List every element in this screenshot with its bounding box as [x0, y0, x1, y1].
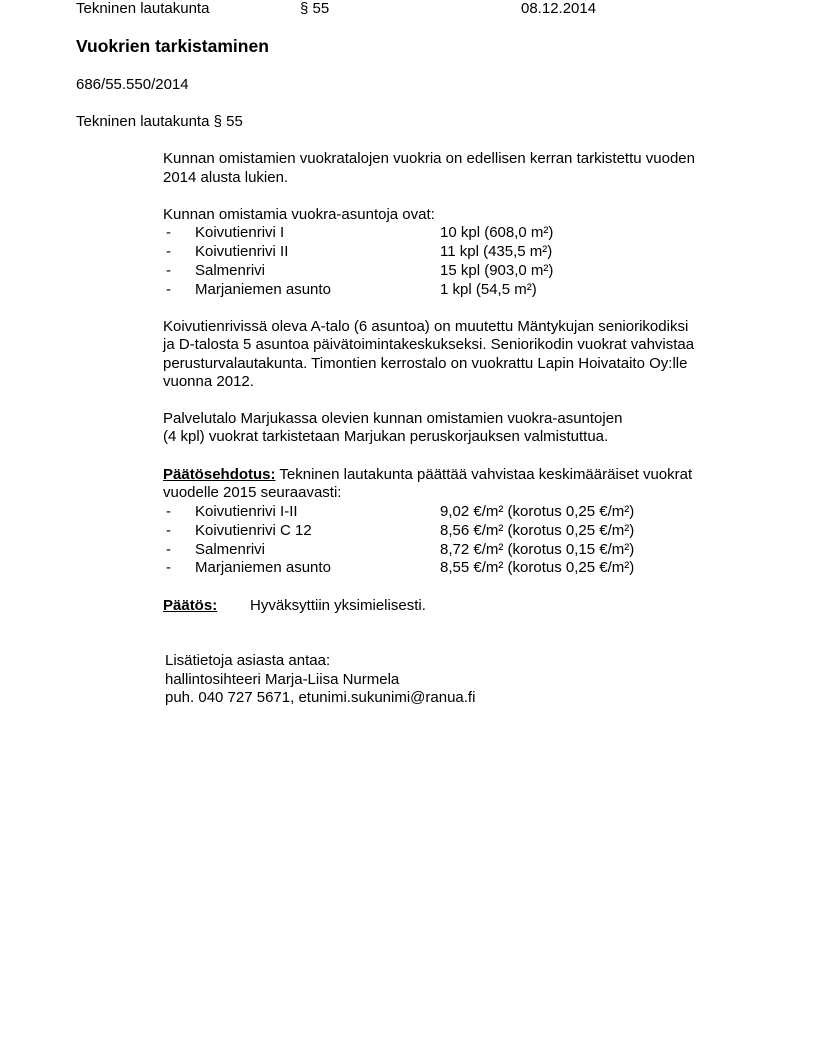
page-title: Vuokrien tarkistaminen [76, 36, 269, 56]
contact-line: Lisätietoja asiasta antaa: [165, 652, 331, 669]
contact-line: hallintosihteeri Marja-Liisa Nurmela [165, 671, 400, 688]
para3-line: Palvelutalo Marjukassa olevien kunnan omistamien vuokra-asuntojen [163, 410, 623, 427]
para1-line: Kunnan omistamien vuokratalojen vuokria on edellisen kerran tarkistettu vuoden [163, 150, 695, 167]
list-item-name: Koivutienrivi I [195, 224, 285, 241]
contact-line: puh. 040 727 5671, etunimi.sukunimi@ranua.fi [165, 689, 476, 706]
header-section: § 55 [300, 0, 330, 17]
list-item-name: Salmenrivi [195, 262, 266, 279]
list-item-value: 11 kpl (435,5 m²) [440, 243, 553, 260]
list-dash: - [166, 262, 171, 279]
list-item-value: 8,55 €/m² (korotus 0,25 €/m²) [440, 559, 635, 576]
list-item-value: 9,02 €/m² (korotus 0,25 €/m²) [440, 503, 635, 520]
header-board: Tekninen lautakunta [76, 0, 210, 17]
list-dash: - [166, 503, 171, 520]
list-item-name: Koivutienrivi C 12 [195, 522, 312, 539]
para2-line: vuonna 2012. [163, 373, 254, 390]
para2-line: Koivutienrivissä oleva A-talo (6 asuntoa) on muutettu Mäntykujan seniorikodiksi [163, 318, 689, 335]
list-item-name: Koivutienrivi I-II [195, 503, 298, 520]
reference-number: 686/55.550/2014 [76, 76, 189, 93]
list-dash: - [166, 243, 171, 260]
decision-text: Hyväksyttiin yksimielisesti. [250, 597, 426, 614]
list-dash: - [166, 224, 171, 241]
list-item-value: 8,72 €/m² (korotus 0,15 €/m²) [440, 541, 635, 558]
header-date: 08.12.2014 [521, 0, 597, 17]
para1-line: 2014 alusta lukien. [163, 169, 289, 186]
list-item-value: 8,56 €/m² (korotus 0,25 €/m²) [440, 522, 635, 539]
list-dash: - [166, 281, 171, 298]
list-item-name: Marjaniemen asunto [195, 281, 331, 298]
proposal [163, 466, 692, 484]
list-item-value: 10 kpl (608,0 m²) [440, 224, 554, 241]
proposal-label: Päätösehdotus: [163, 466, 276, 483]
list-item-name: Koivutienrivi II [195, 243, 289, 260]
list-item-name: Salmenrivi [195, 541, 266, 558]
list-item-value: 15 kpl (903,0 m²) [440, 262, 554, 279]
list-dash: - [166, 541, 171, 558]
list-dash: - [166, 522, 171, 539]
owned-intro: Kunnan omistamia vuokra-asuntoja ovat: [163, 206, 435, 223]
list-item-name: Marjaniemen asunto [195, 559, 331, 576]
para2-line: perusturvalautakunta. Timontien kerrostalo on vuokrattu Lapin Hoivataito Oy:lle [163, 355, 688, 372]
decision-label: Päätös: [163, 597, 218, 614]
list-dash: - [166, 559, 171, 576]
list-item-value: 1 kpl (54,5 m²) [440, 281, 537, 298]
para3-line: (4 kpl) vuokrat tarkistetaan Marjukan peruskorjauksen valmistuttua. [163, 428, 609, 445]
board-section: Tekninen lautakunta § 55 [76, 113, 243, 130]
para2-line: ja D-talosta 5 asuntoa päivätoimintakeskukseksi. Seniorikodin vuokrat vahvistaa [163, 336, 695, 353]
proposal-text: Tekninen lautakunta päättää vahvistaa keskimääräiset vuokrat [275, 466, 693, 483]
proposal-line2: vuodelle 2015 seuraavasti: [163, 484, 342, 501]
